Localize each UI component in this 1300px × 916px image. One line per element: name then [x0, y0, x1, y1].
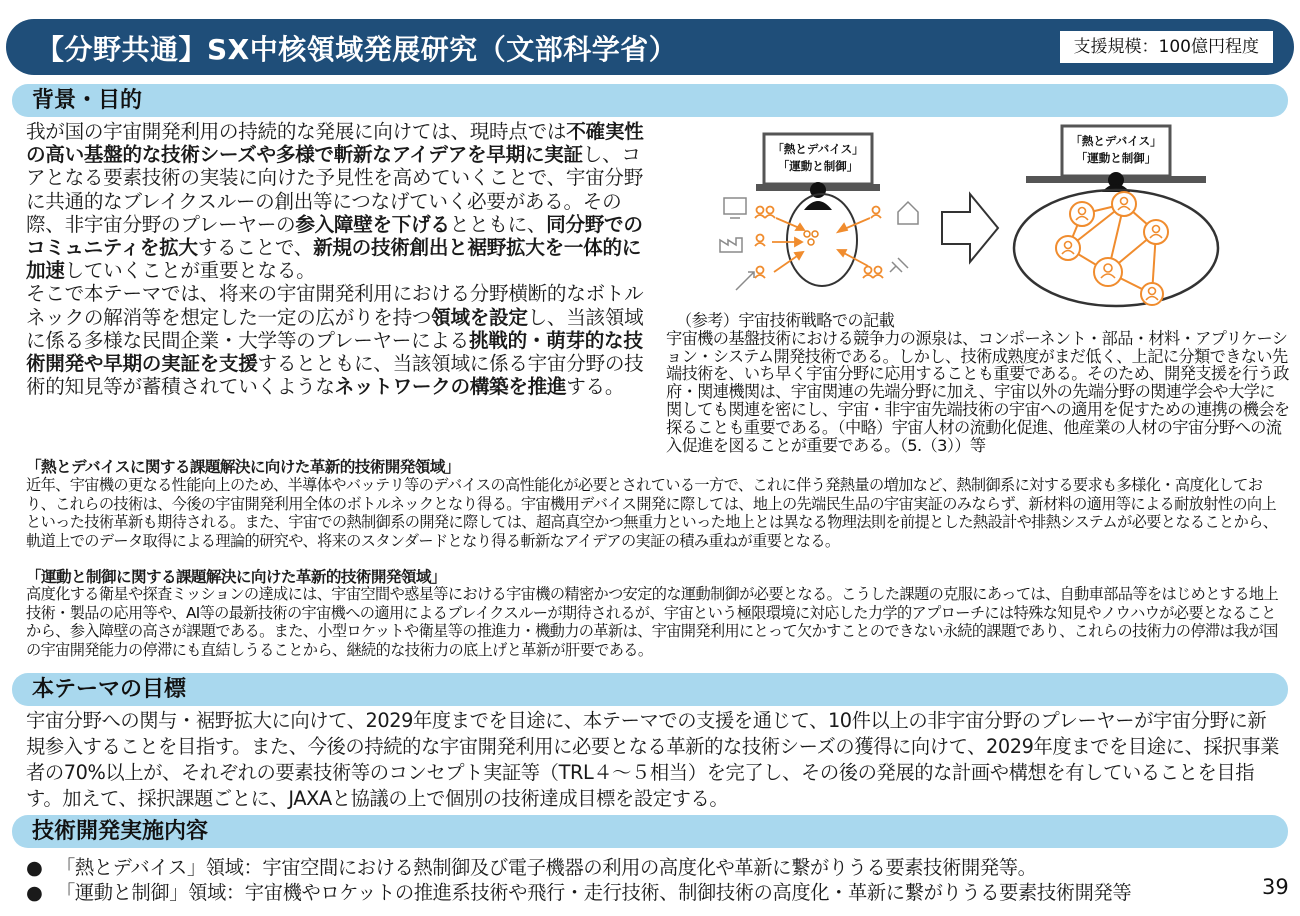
section-header-content: 技術開発実施内容	[12, 815, 1288, 848]
area-body-motion: 高度化する衛星や探査ミッションの達成には、宇宙空間や惑星等における宇宙機の精密かつ安定的な運動制御が必要となる。こうした課題の克服にあっては、自動車部品等をはじめとする地上技術・製品の応用等や、AI等の最新技術の宇宙機への適用によるブレイクスルーが期待されるが、宇宙という極限環境に対応した力学的アプローチには特殊な知見やノウハウが必要となることから、参入障壁の高さが課題である。また、小型ロケットや衛星等の推進力・機動力の革新は、宇宙開発利用にとって欠かすことのできない永続的課題であり、これらの技術力の停滞は我が国の宇宙開発能力の停滞にも直結しうることから、継続的な技術力の底上げと革新が肝要である。	[26, 585, 1279, 659]
page-title: 【分野共通】SX中核領域発展研究（文部科学省）	[36, 33, 678, 66]
area-body-thermal: 近年、宇宙機の更なる性能向上のため、半導体やバッテリ等のデバイスの高性能化が必要とされている一方で、これに伴う発熱量の増加など、熱制御系に対する要求も多様化・高度化しており、これらの技術は、今後の宇宙開発利用全体のボトルネックとなり得る。宇宙機用デバイス開発に際しては、地上の先端民生品の宇宙実証のみならず、新材料の適用等による耐放射性の向上といった技術革新も期待される。また、宇宙での熱制御系の開発に際しては、超高真空かつ無重力といった地上とは異なる物理法則を前提とした熱設計や排熱システムが必要となることから、軌道上でのデータ取得による理論的研究や、将来のスタンダードとなり得る斬新なアイデアの実証の積み重ねが重要となる。	[26, 476, 1278, 550]
bullet-icon: ●	[26, 856, 43, 879]
person-icon	[871, 207, 881, 219]
emphasis-text: 挑戦的・萌芽的な技術開発や早期の実証を支援	[26, 328, 643, 376]
area-heading-motion: 「運動と制御に関する課題解決に向けた革新的技術開発領域」	[26, 568, 446, 586]
title-bar	[6, 19, 1294, 75]
emphasis-text: 同分野でのコミュニティを拡大	[26, 212, 643, 260]
emphasis-text: 参入障壁を下げる	[295, 212, 450, 236]
board-label-2: 「運動と制御」	[777, 159, 859, 173]
monitor-icon	[724, 198, 746, 214]
text-span: することで、	[197, 236, 314, 260]
background-text	[26, 120, 652, 398]
emphasis-text: 領域を設定	[431, 305, 528, 329]
text-span: し、コアとなる要素技術の実装に向けた予見性を高めていくことで、宇宙分野に共通的なブレイクスルーの創出等につなげていく必要がある。その際、非宇宙分野のプレーヤーの	[26, 143, 644, 236]
budget-label: 支援規模：100億円程度	[1059, 30, 1274, 64]
rocket-icon	[736, 272, 754, 290]
list-item	[26, 852, 1036, 880]
person-icon	[863, 267, 883, 279]
reference-body: 宇宙機の基盤技術における競争力の源泉は、コンポーネント・部品・材料・アプリケーション・システム開発技術である。しかし、技術成熟度がまだ低く、上記に分類できない先端技術を、いち早く宇宙分野に応用することも重要である。そのため、開発支援を行う政府・関連機関は、宇宙関連の先端分野に加え、宇宙以外の先端分野の関連学会や大学に関しても関連を密にし、宇宙・非宇宙先端技術の宇宙への適用を促すための連携の機会を探ることも重要である。（中略）宇宙人材の流動化促進、他産業の人材の宇宙分野への流入促進を図ることが重要である。（5.（3））等	[666, 328, 1290, 455]
text-span: するとともに、当該領域に係る宇宙分野の技術的知見等が蓄積されていくような	[26, 352, 644, 399]
text-span: し、当該領域に係る多様な民間企業・大学等のプレーヤーによる	[26, 305, 644, 352]
text-span: していくことが重要となる。	[64, 259, 316, 283]
section-header-background: 背景・目的	[12, 84, 1288, 117]
board-label-1: 「熱とデバイス」	[1070, 134, 1162, 148]
network-graph	[1056, 192, 1168, 305]
satellite-icon	[890, 258, 908, 272]
text-span: 我が国の宇宙開発利用の持続的な発展に向けては、現時点では	[26, 120, 567, 143]
list-item-text: 「運動と制御」領域：宇宙機やロケットの推進系技術や飛行・走行技術、制御技術の高度化・革新に繋がりうる要素技術開発等	[56, 881, 1132, 904]
text-span: とともに、	[449, 212, 547, 236]
community-diagram	[712, 122, 1290, 310]
list-item-text: 「熱とデバイス」領域：宇宙空間における熱制御及び電子機器の利用の高度化や革新に繋がりうる要素技術開発等。	[56, 856, 1037, 879]
emphasis-text: 新規の技術創出と裾野拡大を一体的に加速	[26, 236, 642, 283]
emphasis-text: 不確実性の高い基盤的な技術シーズや多様で斬新なアイデアを早期に実証	[26, 120, 644, 167]
board-label-2: 「運動と制御」	[1075, 151, 1157, 165]
reference-heading: （参考）宇宙技術戦略での記載	[676, 311, 895, 330]
person-icon	[755, 235, 765, 247]
section-header-goal: 本テーマの目標	[12, 673, 1288, 706]
bullet-icon: ●	[26, 881, 43, 904]
board-right	[1026, 126, 1206, 192]
emphasis-text: ネットワークの構築を推進	[334, 375, 567, 399]
board-left	[756, 134, 880, 210]
right-arrow-icon	[942, 194, 998, 262]
text-span: そこで本テーマでは、将来の宇宙開発利用における分野横断的なボトルネックの解消等を想定した一定の広がりを持つ	[26, 282, 644, 329]
text-span: する。	[566, 375, 625, 399]
person-icon	[755, 207, 775, 219]
reference-note	[666, 312, 1290, 454]
person-icon	[755, 267, 765, 279]
page-number: 39	[1262, 875, 1289, 899]
goal-text: 宇宙分野への関与・裾野拡大に向けて、2029年度までを目途に、本テーマでの支援を通じて、10件以上の非宇宙分野のプレーヤーが宇宙分野に新規参入することを目指す。また、今後の持続的な宇宙開発利用に必要となる革新的な技術シーズの獲得に向けて、2029年度までを目途に、採択事業者の70%以上が、それぞれの要素技術等のコンセプト実証等（TRL４～５相当）を完了し、その後の発展的な計画や構想を有していることを目指す。加えて、採択課題ごとに、JAXAと協議の上で個別の技術達成目標を設定する。	[26, 709, 1279, 810]
factory-icon	[720, 238, 742, 252]
list-item	[26, 877, 1131, 905]
person-icon	[804, 231, 818, 245]
area-heading-thermal: 「熱とデバイスに関する課題解決に向けた革新的技術開発領域」	[26, 458, 460, 476]
building-icon	[898, 202, 918, 224]
board-label-1: 「熱とデバイス」	[772, 142, 864, 156]
